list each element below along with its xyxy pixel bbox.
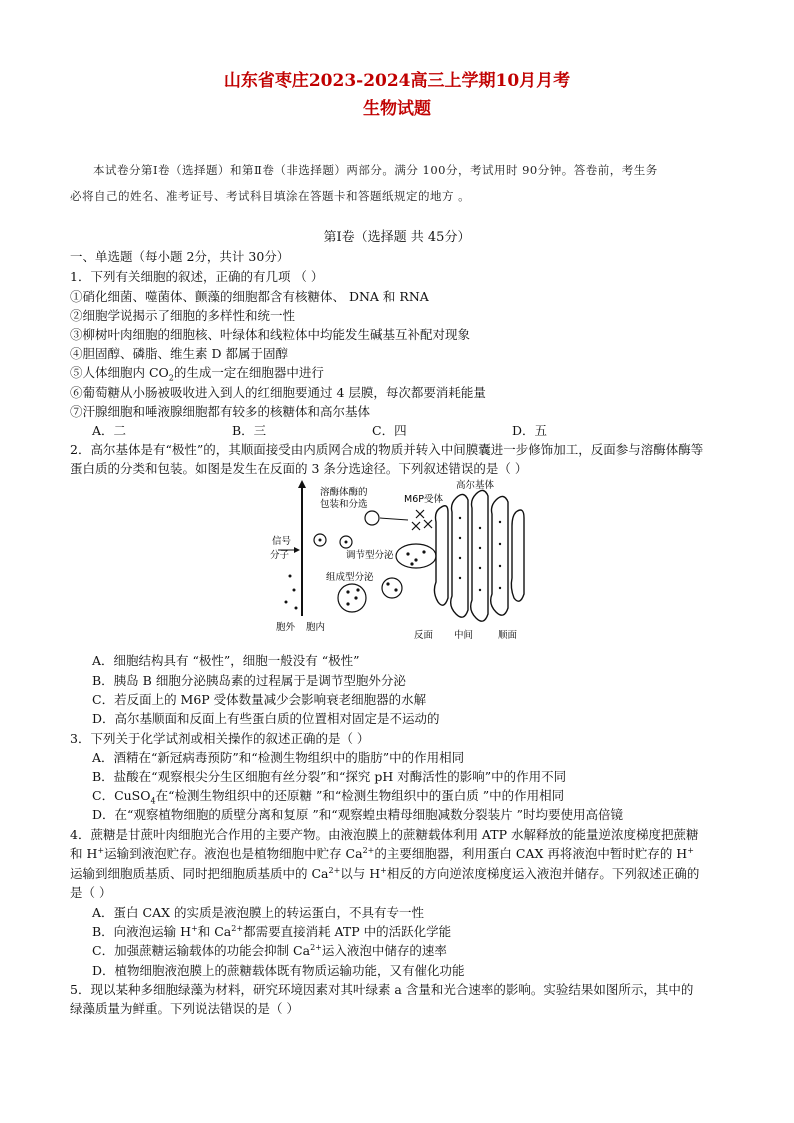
- golgi-diagram: [268, 478, 548, 644]
- q4-l3b: 以与 H: [340, 866, 381, 881]
- label-lysosome: 溶酶体酶的: [320, 487, 368, 498]
- q4-sup-1: +: [97, 845, 105, 855]
- q1-option-b: B．三: [232, 423, 267, 438]
- q4-b-sup-2: 2+: [231, 923, 244, 933]
- q4-line-3: [70, 864, 699, 882]
- golgi-cisterna-3: [491, 496, 508, 615]
- q2-option-b: B．胰岛 B 细胞分泌胰岛素的过程属于是调节型胞外分泌: [92, 673, 406, 688]
- q4-l2b: 运输到液泡贮存。液泡也是植物细胞中贮存 Ca: [104, 846, 363, 861]
- label-regulated: 调节型分泌: [346, 550, 394, 561]
- secreted-molecules: [285, 575, 298, 610]
- q4-l2a: 和 H: [70, 846, 98, 861]
- label-cis: 顺面: [498, 630, 518, 641]
- label-signal-1: 信号: [272, 536, 292, 547]
- q1-item-2: ②细胞学说揭示了细胞的多样性和统一性: [70, 308, 296, 323]
- q4-l3c: 相反的方向逆浓度梯度运入液泡并储存。下列叙述正确的: [386, 866, 700, 881]
- intro-line-2: 必将自己的姓名、准考证号、考试科目填涂在答题卡和答题纸规定的地方 。: [70, 189, 471, 203]
- q4-option-b: [92, 922, 451, 940]
- part-heading: 一、单选题（每小题 2分，共计 30分）: [70, 249, 290, 264]
- q4-l2c: 的主要细胞器，利用蛋白 CAX 再将液泡中暂时贮存的 H: [374, 846, 688, 861]
- golgi-cisterna-2: [471, 490, 488, 621]
- q1-item-7: ⑦汗腺细胞和唾液腺细胞都有较多的核糖体和高尔基体: [70, 404, 371, 419]
- m6p-receptor-icon: [412, 510, 432, 530]
- constitutive-vesicle: [338, 584, 366, 612]
- q1-item-1: ①硝化细菌、噬菌体、颤藻的细胞都含有核糖体、 DNA 和 RNA: [70, 289, 429, 304]
- q2-stem-2: 蛋白质的分类和包装。如图是发生在反面的 3 条分选途径。下列叙述错误的是（ ）: [70, 461, 528, 476]
- q3-stem: 3．下列关于化学试剂或相关操作的叙述正确的是（ ）: [70, 731, 370, 746]
- label-lysosome-2: 包装和分选: [320, 499, 368, 510]
- q1-item-5-head: ⑤人体细胞内 CO: [70, 365, 169, 380]
- q4-option-c: [92, 941, 447, 959]
- q1-item-5-sub: 2: [168, 373, 174, 383]
- q1-item-5-tail: 的生成一定在细胞器中进行: [173, 365, 324, 380]
- q4-line-4: 是（ ）: [70, 885, 112, 900]
- q3-option-c: [92, 786, 564, 806]
- intro-text: [70, 157, 730, 209]
- q5-line-1: 5．现以某种多细胞绿藻为材料，研究环境因素对其叶绿素 a 含量和光合速率的影响。实验结果如图所示，其中的: [70, 982, 694, 997]
- q4-option-d: D．植物细胞液泡膜上的蔗糖载体既有物质运输功能，又有催化功能: [92, 963, 465, 978]
- regulated-granule: [396, 544, 436, 568]
- q1-option-a: A．二: [92, 423, 127, 438]
- q1-option-d: D．五: [512, 423, 548, 438]
- q4-sup-5: +: [380, 865, 387, 875]
- q2-option-a: A．细胞结构具有 “极性”，细胞一般没有 “极性”: [92, 653, 360, 668]
- q4-c-tail: 运入液泡中储存的速率: [321, 943, 447, 958]
- q4-line-2: [70, 844, 694, 862]
- label-inside: 胞内: [306, 622, 326, 633]
- lysosome-vesicle: [365, 511, 379, 525]
- constitutive-vesicle-2: [382, 578, 402, 598]
- q1-item-4: ④胆固醇、磷脂、维生素 D 都属于固醇: [70, 346, 288, 361]
- q2-option-d: D．高尔基顺面和反面上有些蛋白质的位置相对固定是不运动的: [92, 711, 440, 726]
- q4-l3a: 运输到细胞质基质、同时把细胞质基质中的 Ca: [70, 866, 329, 881]
- q4-sup-3: +: [687, 845, 694, 855]
- q5-line-2: 绿藻质量为鲜重。下列说法错误的是（ ）: [70, 1001, 299, 1016]
- label-outside: 胞外: [276, 622, 296, 633]
- q4-option-a: A．蛋白 CAX 的实质是液泡膜上的转运蛋白，不具有专一性: [92, 905, 424, 920]
- intro-line-1: 本试卷分第Ⅰ卷（选择题）和第Ⅱ卷（非选择题）两部分。满分 100分，考试用时 90分钟。答卷前，考生务: [93, 163, 658, 177]
- q4-line-1: 4．蔗糖是甘蔗叶肉细胞光合作用的主要产物。由液泡膜上的蔗糖载体利用 ATP 水解释放的能量逆浓度梯度把蔗糖: [70, 827, 699, 842]
- q1-item-6: ⑥葡萄糖从小肠被吸收进入到人的红细胞要通过 4 层膜，每次都要消耗能量: [70, 385, 486, 400]
- exam-subtitle: 生物试题: [363, 99, 431, 119]
- q4-sup-4: 2+: [328, 865, 341, 875]
- q4-b-head: B．向液泡运输 H: [92, 924, 192, 939]
- q3-option-c-tail: 在“检测生物组织中的还原糖 ”和“检测生物组织中的蛋白质 ”中的作用相同: [155, 788, 565, 803]
- q4-c-head: C．加强蔗糖运输载体的功能会抑制 Ca: [92, 943, 311, 958]
- q3-option-c-head: C．CuSO: [92, 788, 151, 803]
- q4-c-sup: 2+: [310, 942, 322, 952]
- q3-option-d: D．在“观察植物细胞的质壁分离和复原 ”和“观察蝗虫精母细胞减数分裂装片 ”时均要使用高倍镜: [92, 807, 624, 822]
- golgi-diagram-svg: [268, 478, 548, 644]
- label-medial: 中间: [454, 630, 474, 641]
- label-signal-2: 分子: [270, 550, 290, 561]
- q3-option-a: A．酒精在“新冠病毒预防”和“检测生物组织中的脂肪”中的作用相同: [92, 750, 465, 765]
- membrane-arrow-icon: [298, 480, 306, 488]
- q2-option-c: C．若反面上的 M6P 受体数量减少会影响衰老细胞器的水解: [92, 692, 427, 707]
- q3-option-c-sub: 4: [150, 796, 156, 806]
- exam-title: 山东省枣庄2023-2024高三上学期10月月考: [223, 71, 571, 91]
- q3-option-b: B．盐酸在“观察根尖分生区细胞有丝分裂”和“探究 pH 对酶活性的影响”中的作用不同: [92, 769, 567, 784]
- q4-b-mid: 和 Ca: [197, 924, 232, 939]
- label-m6p: M6P受体: [404, 494, 443, 505]
- label-constitutive: 组成型分泌: [326, 572, 374, 583]
- q1-item-3: ③柳树叶肉细胞的细胞核、叶绿体和线粒体中均能发生碱基互补配对现象: [70, 327, 471, 342]
- q1-option-c: C．四: [372, 423, 407, 438]
- golgi-cargo-dots: [459, 517, 501, 591]
- q4-b-tail: 都需要直接消耗 ATP 中的活跃化学能: [243, 924, 452, 939]
- golgi-cis-cisterna: [511, 510, 524, 601]
- q1-stem: 1．下列有关细胞的叙述，正确的有几项 （ ）: [70, 269, 324, 284]
- label-trans: 反面: [414, 630, 434, 641]
- q4-b-sup-1: +: [191, 923, 198, 933]
- golgi-cisterna-1: [451, 494, 468, 617]
- label-golgi: 高尔基体: [456, 480, 495, 491]
- q2-stem-1: 2．高尔基体是有“极性”的，其顺面接受由内质网合成的物质并转入中间膜囊进一步修饰加工，反面参与溶酶体酶等: [70, 442, 704, 457]
- q1-item-5: [70, 363, 324, 383]
- section-heading: 第Ⅰ卷（选择题 共 45分）: [323, 230, 471, 245]
- q4-sup-2: 2+: [362, 845, 375, 855]
- lysosome-arrow: [380, 518, 408, 520]
